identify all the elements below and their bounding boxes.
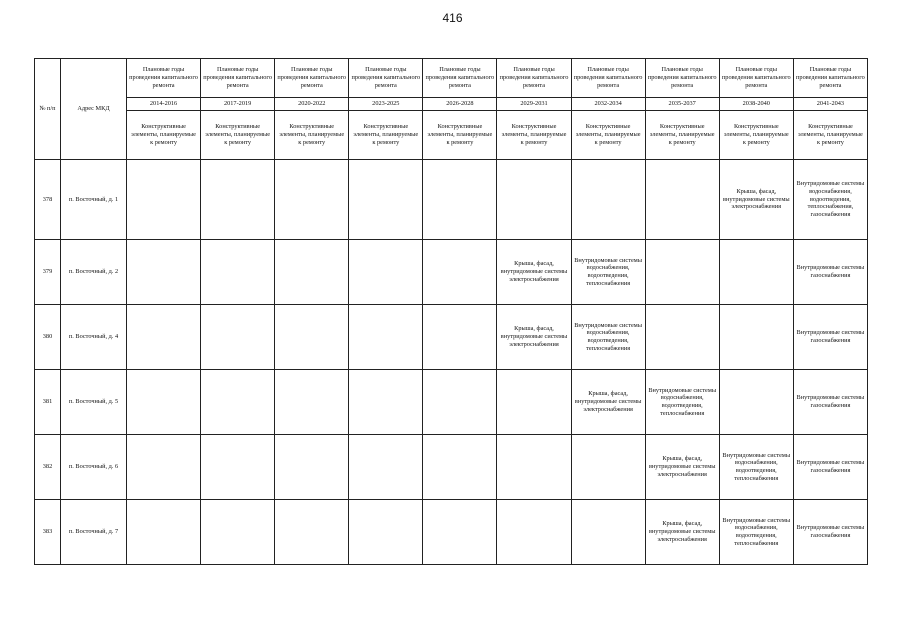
row-period-cell [349, 369, 423, 434]
header-period-elements: Конструктивные элементы, планируемые к ремонту [423, 111, 497, 160]
header-period-years: 2020-2022 [275, 98, 349, 111]
header-period-elements: Конструктивные элементы, планируемые к ремонту [275, 111, 349, 160]
header-period-title: Плановые годы проведения капитального ремонта [719, 59, 793, 98]
row-number: 382 [35, 434, 61, 499]
row-period-cell [571, 434, 645, 499]
row-period-cell: Крыша, фасад, внутридомовые системы электроснабжения [645, 499, 719, 564]
header-period-years: 2035-2037 [645, 98, 719, 111]
header-period-title: Плановые годы проведения капитального ремонта [423, 59, 497, 98]
row-period-cell [127, 304, 201, 369]
row-period-cell: Крыша, фасад, внутридомовые системы электроснабжения [497, 239, 571, 304]
table-row [35, 369, 868, 434]
table-header [35, 59, 868, 160]
row-period-cell: Внутридомовые системы газоснабжения [793, 434, 867, 499]
header-period-title: Плановые годы проведения капитального ремонта [201, 59, 275, 98]
header-period-elements: Конструктивные элементы, планируемые к ремонту [497, 111, 571, 160]
row-period-cell: Внутридомовые системы водоснабжения, водоотведения, теплоснабжения [571, 304, 645, 369]
row-period-cell: Крыша, фасад, внутридомовые системы электроснабжения [571, 369, 645, 434]
table-row [35, 239, 868, 304]
row-period-cell: Внутридомовые системы газоснабжения [793, 239, 867, 304]
row-period-cell [349, 239, 423, 304]
row-period-cell [201, 434, 275, 499]
row-period-cell [275, 499, 349, 564]
header-period-elements: Конструктивные элементы, планируемые к ремонту [349, 111, 423, 160]
row-period-cell: Крыша, фасад, внутридомовые системы электроснабжения [645, 434, 719, 499]
row-period-cell [275, 304, 349, 369]
row-number: 381 [35, 369, 61, 434]
header-address: Адрес МКД [61, 59, 127, 160]
row-period-cell: Крыша, фасад, внутридомовые системы электроснабжения [497, 304, 571, 369]
row-period-cell [423, 434, 497, 499]
row-period-cell [719, 304, 793, 369]
header-period-years: 2014-2016 [127, 98, 201, 111]
header-period-years: 2029-2031 [497, 98, 571, 111]
row-period-cell [719, 369, 793, 434]
header-period-title: Плановые годы проведения капитального ремонта [349, 59, 423, 98]
row-period-cell: Внутридомовые системы водоснабжения, водоотведения, теплоснабжения [645, 369, 719, 434]
row-period-cell [127, 160, 201, 240]
row-number: 383 [35, 499, 61, 564]
row-number: 380 [35, 304, 61, 369]
header-row-years [35, 98, 868, 111]
header-period-years: 2038-2040 [719, 98, 793, 111]
row-period-cell [275, 160, 349, 240]
row-period-cell: Внутридомовые системы газоснабжения [793, 499, 867, 564]
table-row [35, 499, 868, 564]
row-period-cell [349, 160, 423, 240]
row-period-cell: Внутридомовые системы водоснабжения, водоотведения, теплоснабжения [719, 499, 793, 564]
row-address: п. Восточный, д. 4 [61, 304, 127, 369]
row-period-cell: Крыша, фасад, внутридомовые системы электроснабжения [719, 160, 793, 240]
header-period-years: 2041-2043 [793, 98, 867, 111]
row-period-cell [349, 499, 423, 564]
header-period-title: Плановые годы проведения капитального ремонта [793, 59, 867, 98]
repair-plan-table [34, 58, 868, 565]
header-row-elements [35, 111, 868, 160]
row-period-cell [275, 434, 349, 499]
header-period-years: 2023-2025 [349, 98, 423, 111]
header-period-elements: Конструктивные элементы, планируемые к ремонту [127, 111, 201, 160]
row-period-cell [571, 499, 645, 564]
row-period-cell [349, 304, 423, 369]
header-period-elements: Конструктивные элементы, планируемые к ремонту [719, 111, 793, 160]
row-period-cell [423, 239, 497, 304]
header-period-title: Плановые годы проведения капитального ремонта [645, 59, 719, 98]
row-period-cell [127, 499, 201, 564]
row-number: 378 [35, 160, 61, 240]
header-period-elements: Конструктивные элементы, планируемые к ремонту [793, 111, 867, 160]
row-address: п. Восточный, д. 6 [61, 434, 127, 499]
row-period-cell [719, 239, 793, 304]
row-period-cell [275, 369, 349, 434]
header-row-top [35, 59, 868, 98]
row-period-cell [497, 434, 571, 499]
row-address: п. Восточный, д. 2 [61, 239, 127, 304]
row-period-cell: Внутридомовые системы газоснабжения [793, 304, 867, 369]
row-address: п. Восточный, д. 5 [61, 369, 127, 434]
header-period-elements: Конструктивные элементы, планируемые к ремонту [645, 111, 719, 160]
header-period-title: Плановые годы проведения капитального ремонта [275, 59, 349, 98]
row-period-cell [201, 304, 275, 369]
row-period-cell [423, 369, 497, 434]
table-row [35, 434, 868, 499]
row-number: 379 [35, 239, 61, 304]
header-period-title: Плановые годы проведения капитального ремонта [497, 59, 571, 98]
row-period-cell [571, 160, 645, 240]
row-period-cell [201, 160, 275, 240]
table-row [35, 304, 868, 369]
row-period-cell [423, 304, 497, 369]
row-period-cell: Внутридомовые системы водоснабжения, водоотведения, теплоснабжения [719, 434, 793, 499]
row-period-cell [645, 160, 719, 240]
row-period-cell [497, 369, 571, 434]
header-period-years: 2026-2028 [423, 98, 497, 111]
row-period-cell [497, 160, 571, 240]
header-period-years: 2017-2019 [201, 98, 275, 111]
row-period-cell [127, 434, 201, 499]
row-period-cell [497, 499, 571, 564]
row-period-cell [201, 239, 275, 304]
header-period-title: Плановые годы проведения капитального ремонта [127, 59, 201, 98]
table-body [35, 160, 868, 565]
header-period-years: 2032-2034 [571, 98, 645, 111]
header-period-elements: Конструктивные элементы, планируемые к ремонту [201, 111, 275, 160]
row-period-cell [127, 369, 201, 434]
header-period-title: Плановые годы проведения капитального ремонта [571, 59, 645, 98]
row-address: п. Восточный, д. 1 [61, 160, 127, 240]
row-period-cell [423, 160, 497, 240]
table-row [35, 160, 868, 240]
row-period-cell: Внутридомовые системы водоснабжения, водоотведения, теплоснабжения, газоснабжения [793, 160, 867, 240]
row-period-cell [201, 369, 275, 434]
row-period-cell [349, 434, 423, 499]
row-period-cell [275, 239, 349, 304]
row-period-cell: Внутридомовые системы водоснабжения, водоотведения, теплоснабжения [571, 239, 645, 304]
row-period-cell: Внутридомовые системы газоснабжения [793, 369, 867, 434]
page-number: 416 [442, 11, 463, 25]
header-period-elements: Конструктивные элементы, планируемые к ремонту [571, 111, 645, 160]
row-period-cell [645, 239, 719, 304]
row-period-cell [645, 304, 719, 369]
row-address: п. Восточный, д. 7 [61, 499, 127, 564]
header-num: № п/п [35, 59, 61, 160]
row-period-cell [201, 499, 275, 564]
row-period-cell [127, 239, 201, 304]
row-period-cell [423, 499, 497, 564]
